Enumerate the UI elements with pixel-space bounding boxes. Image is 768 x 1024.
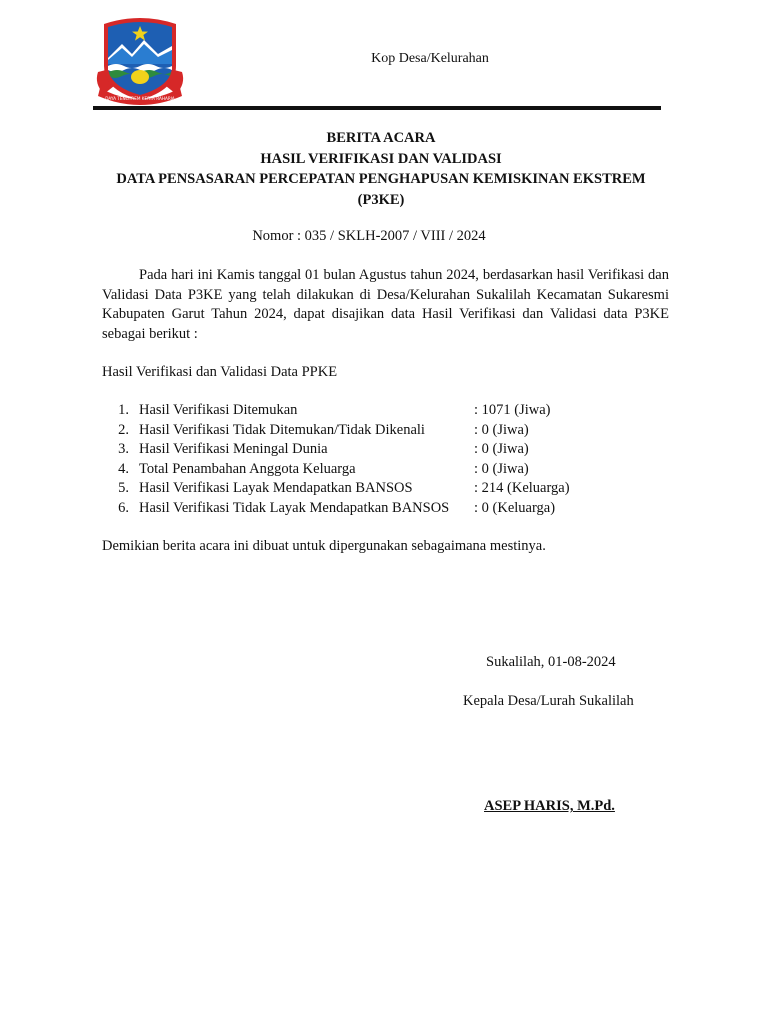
title-line-1: BERITA ACARA <box>326 130 436 146</box>
item-label: Hasil Verifikasi Meningal Dunia <box>139 441 328 457</box>
item-number: 4. <box>118 460 129 477</box>
item-number: 6. <box>118 499 129 516</box>
item-number: 1. <box>118 402 129 418</box>
item-number: 3. <box>118 441 129 457</box>
sun-icon <box>131 70 149 84</box>
item-label: Hasil Verifikasi Tidak Layak Mendapatkan BANSOS <box>139 499 450 516</box>
list-item <box>102 499 622 519</box>
item-value: : 0 (Jiwa) <box>474 460 529 477</box>
list-item <box>102 460 622 480</box>
item-value: : 0 (Jiwa) <box>474 441 529 457</box>
title-line-4: (P3KE) <box>357 191 405 208</box>
letterhead-divider <box>93 106 661 110</box>
item-value: : 1071 (Jiwa) <box>474 402 551 418</box>
item-number: 5. <box>118 480 129 496</box>
item-label: Total Penambahan Anggota Keluarga <box>139 460 356 477</box>
document-title <box>80 128 682 210</box>
motto-text: DAYA TENGTREM KERTA RAHARJA <box>105 96 175 101</box>
item-value: : 0 (Keluarga) <box>474 499 556 516</box>
regency-emblem-logo <box>92 14 188 106</box>
item-number: 2. <box>118 421 129 438</box>
item-label: Hasil Verifikasi Tidak Ditemukan/Tidak Dikenali <box>139 421 425 438</box>
item-label: Hasil Verifikasi Layak Mendapatkan BANSOS <box>139 480 413 496</box>
item-value: : 0 (Jiwa) <box>474 421 529 438</box>
item-label: Hasil Verifikasi Ditemukan <box>139 402 298 418</box>
signer-position: Kepala Desa/Lurah Sukalilah <box>463 693 634 709</box>
closing-statement: Demikian berita acara ini dibuat untuk dipergunakan sebagaimana mestinya. <box>102 538 546 554</box>
letterhead-text: Kop Desa/Kelurahan <box>371 51 489 66</box>
list-item <box>102 479 622 499</box>
item-value: : 214 (Keluarga) <box>474 480 570 496</box>
results-subheading: Hasil Verifikasi dan Validasi Data PPKE <box>102 364 338 380</box>
opening-paragraph: Pada hari ini Kamis tanggal 01 bulan Agustus tahun 2024, berdasarkan hasil Verifikasi dan Validasi Data P3KE yang telah dilakukan di Desa/Kelurahan Sukalilah Kecamatan Sukaresmi Kabupaten Garut Tahun 2024, dapat disajikan data Hasil Verifikasi dan Validasi data P3KE sebagai berikut : <box>102 267 669 342</box>
list-item <box>102 401 622 421</box>
place-and-date: Sukalilah, 01-08-2024 <box>486 654 616 670</box>
list-item <box>102 440 622 460</box>
list-item <box>102 421 622 441</box>
signer-name: ASEP HARIS, M.Pd. <box>484 798 615 814</box>
document-number: Nomor : 035 / SKLH-2007 / VIII / 2024 <box>252 228 486 244</box>
title-line-2: HASIL VERIFIKASI DAN VALIDASI <box>260 150 502 167</box>
title-line-3: DATA PENSASARAN PERCEPATAN PENGHAPUSAN KEMISKINAN EKSTREM <box>116 171 646 187</box>
results-list <box>102 401 622 518</box>
